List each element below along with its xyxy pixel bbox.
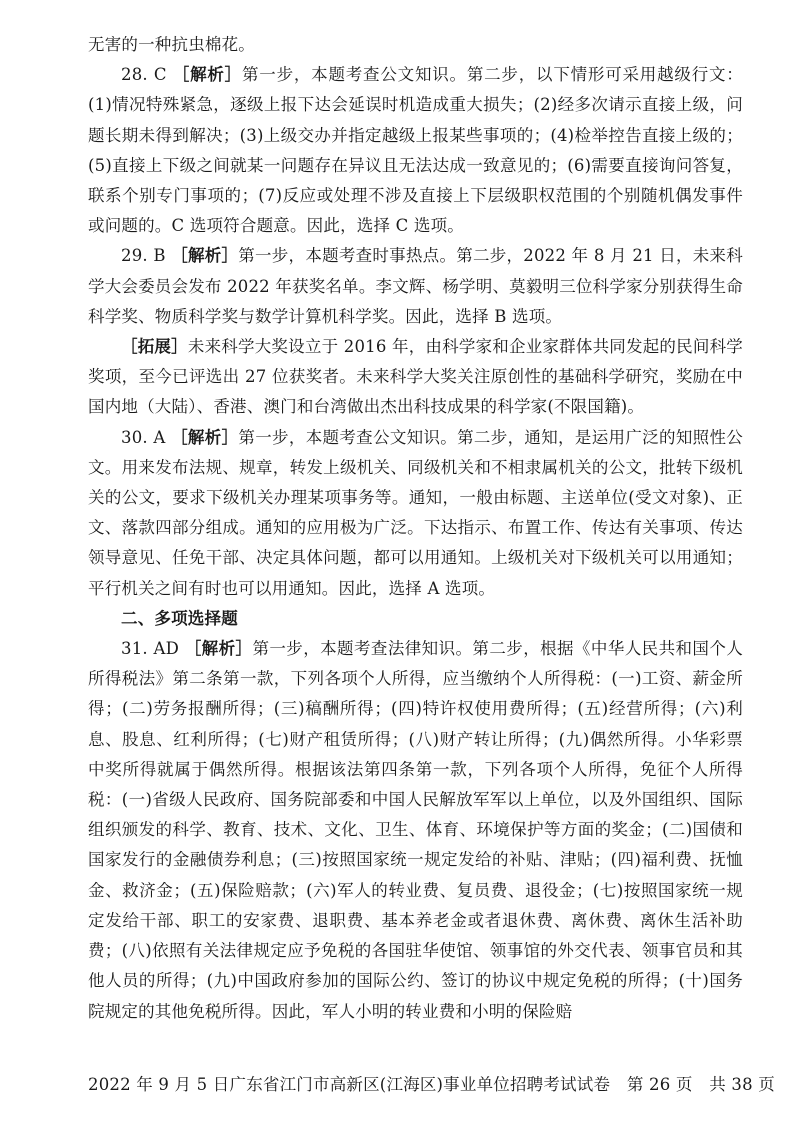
page-footer: 2022 年 9 月 5 日广东省江门市高新区(江海区)事业单位招聘考试试卷 第 26 页 共 38 页 <box>88 1075 775 1094</box>
section-heading: 二、多项选择题 <box>121 608 238 628</box>
question-number: 30. A <box>121 427 166 447</box>
question-number: 31. AD <box>121 639 180 659</box>
answer-text: 第一步，本题考查公文知识。第二步，通知，是运用广泛的知照性公文。用来发布法规、规章，转发上级机关、同级机关和不相隶属机关的公文，批转下级机关的公文，要求下级机关办理某项事务等。通知，一般由标题、主送单位(受文对象)、正文、落款四部分组成。通知的应用极为广泛。下达指示、布置工作、传达有关事项、传达领导意见、任免干部、决定具体问题，都可以用通知。上级机关对下级机关可以用通知；平行机关之间有时也可以用通知。因此，选择 A 选项。 <box>88 427 743 598</box>
extension-note <box>88 332 743 423</box>
answer-29 <box>88 241 743 332</box>
body-text <box>88 30 743 1027</box>
analysis-tag: ［解析］ <box>171 427 239 447</box>
answer-31 <box>88 634 743 1027</box>
answer-text: 第一步，本题考查法律知识。第二步，根据《中华人民共和国个人所得税法》第二条第一款，下列各项个人所得，应当缴纳个人所得税：(一)工资、薪金所得；(二)劳务报酬所得；(三)稿酬所得；(四)特许权使用费所得；(五)经营所得；(六)利息、股息、红利所得；(七)财产租赁所得；(八)财产转让所得；(九)偶然所得。小华彩票中奖所得就属于偶然所得。根据该法第四条第一款，下列各项个人所得，免征个人所得税：(一)省级人民政府、国务院部委和中国人民解放军军以上单位，以及外国组织、国际组织颁发的科学、教育、技术、文化、卫生、体育、环境保护等方面的奖金；(二)国债和国家发行的金融债券利息；(三)按照国家统一规定发给的补贴、津贴；(四)福利费、抚恤金、救济金；(五)保险赔款；(六)军人的转业费、复员费、退役金；(七)按照国家统一规定发给干部、职工的安家费、退职费、基本养老金或者退休费、离休费、离休生活补助费；(八)依照有关法律规定应予免税的各国驻华使馆、领事馆的外交代表、领事官员和其他人员的所得；(九)中国政府参加的国际公约、签订的协议中规定免税的所得；(十)国务院规定的其他免税所得。因此，军人小明的转业费和小明的保险赔 <box>88 639 743 1021</box>
paragraph-continuation: 无害的一种抗虫棉花。 <box>88 35 255 54</box>
analysis-tag: ［解析］ <box>184 639 253 659</box>
question-number: 29. B <box>121 246 166 266</box>
question-number: 28. C <box>121 65 167 85</box>
answer-text: 第一步，本题考查时事热点。第二步，2022 年 8 月 21 日，未来科学大会委员会发布 2022 年获奖名单。李文辉、杨学明、莫毅明三位科学家分别获得生命科学奖、物质科学奖与数学计算机科学奖。因此，选择 B 选项。 <box>88 246 743 326</box>
analysis-tag: ［解析］ <box>172 65 242 85</box>
extension-tag: ［拓展］ <box>121 337 188 357</box>
answer-30 <box>88 423 743 604</box>
analysis-tag: ［解析］ <box>171 246 239 266</box>
answer-text: 第一步，本题考查公文知识。第二步，以下情形可采用越级行文：(1)情况特殊紧急，逐级上报下达会延误时机造成重大损失；(2)经多次请示直接上级，问题长期未得到解决；(3)上级交办并指定越级上报某些事项的；(4)检举控告直接上级的；(5)直接上下级之间就某一问题存在异议且无法达成一致意见的；(6)需要直接询问答复，联系个别专门事项的；(7)反应或处理不涉及直接上下层级职权范围的个别随机偶发事件或问题的。C 选项符合题意。因此，选择 C 选项。 <box>88 65 743 236</box>
extension-text: 未来科学大奖设立于 2016 年，由科学家和企业家群体共同发起的民间科学奖项，至今已评选出 27 位获奖者。未来科学大奖关注原创性的基础科学研究，奖励在中国内地（大陆）、香港、澳门和台湾做出杰出科技成果的科学家(不限国籍)。 <box>88 337 743 417</box>
answer-28 <box>88 60 743 241</box>
